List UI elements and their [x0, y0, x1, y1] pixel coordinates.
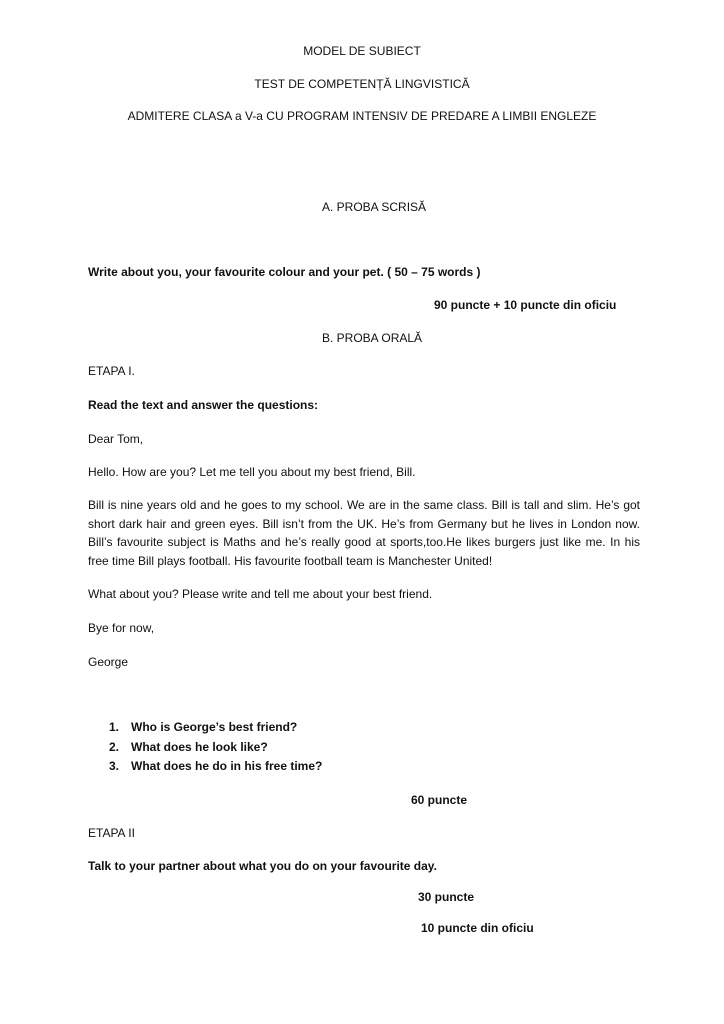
- question-number: 1.: [109, 720, 120, 734]
- letter-signature: George: [88, 655, 129, 669]
- question-item: [109, 757, 322, 777]
- question-text: What does he do in his free time?: [131, 759, 323, 773]
- section-a-task: Write about you, your favourite colour and your pet. ( 50 – 75 words ): [88, 265, 481, 279]
- stage1-instruction: Read the text and answer the questions:: [88, 398, 319, 412]
- stage2-label: ETAPA II: [88, 826, 135, 840]
- question-item: [109, 718, 322, 738]
- letter-closing-question: What about you? Please write and tell me about your best friend.: [88, 587, 433, 601]
- doc-title: MODEL DE SUBIECT: [303, 44, 421, 58]
- section-b-heading: B. PROBA ORALĂ: [322, 331, 423, 345]
- stage2-task: Talk to your partner about what you do on your favourite day.: [88, 859, 437, 873]
- stage2-points: 30 puncte: [418, 890, 475, 904]
- section-a-heading: A. PROBA SCRISĂ: [322, 200, 427, 214]
- questions-list: [109, 718, 322, 777]
- stage2-bonus-points: 10 puncte din oficiu: [421, 921, 534, 935]
- stage1-points: 60 puncte: [411, 793, 468, 807]
- question-number: 3.: [109, 759, 120, 773]
- stage1-label: ETAPA I.: [88, 364, 135, 378]
- letter-intro: Hello. How are you? Let me tell you about my best friend, Bill.: [88, 465, 416, 479]
- letter-greeting: Dear Tom,: [88, 432, 144, 446]
- question-number: 2.: [109, 739, 120, 754]
- letter-body: Bill is nine years old and he goes to my school. We are in the same class. Bill is tall and slim. He’s got short dark hair and green eyes. Bill isn’t from the UK. He’s from Germany but he lives in London now. Bill’s favourite subject is Maths and he’s really good at sports,too.He likes burgers just like me. In his free time Bill plays football. His favourite football team is Manchester United!: [88, 498, 640, 568]
- question-text: Who is George’s best friend?: [131, 720, 298, 734]
- question-item: [109, 738, 322, 758]
- question-text: What does he look like?: [131, 739, 268, 754]
- doc-admission-line: ADMITERE CLASA a V-a CU PROGRAM INTENSIV DE PREDARE A LIMBII ENGLEZE: [127, 109, 597, 123]
- doc-subtitle: TEST DE COMPETENȚĂ LINGVISTICĂ: [254, 77, 470, 91]
- letter-signoff: Bye for now,: [88, 621, 155, 635]
- section-a-points: 90 puncte + 10 puncte din oficiu: [434, 298, 617, 312]
